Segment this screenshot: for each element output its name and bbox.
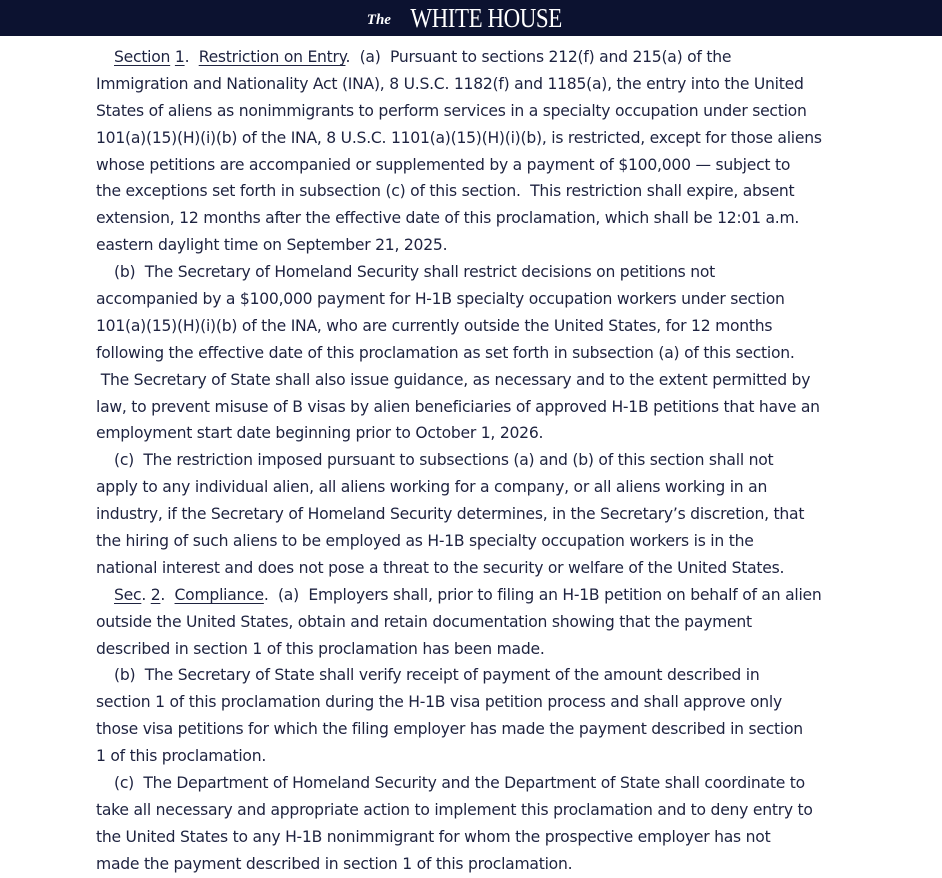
text-segment: The Secretary of State shall also issue guidance, as necessary and to the extent permitted by [96, 370, 811, 389]
text-line [96, 528, 856, 555]
text-line [96, 689, 856, 716]
text-segment: the exceptions set forth in subsection (c) of this section. This restriction shall expire, absent [96, 182, 795, 201]
text-line [96, 447, 856, 474]
text-segment: States of aliens as nonimmigrants to perform services in a specialty occupation under section [96, 101, 807, 120]
text-line [96, 125, 856, 152]
text-line [96, 824, 856, 851]
text-segment: . [141, 585, 151, 604]
section-heading-link: 2 [150, 585, 161, 604]
text-segment: . (a) Pursuant to sections 212(f) and 215(a) of the [345, 48, 732, 66]
section-heading-link: Sec [114, 585, 142, 604]
text-line [96, 98, 856, 125]
text-segment: industry, if the Secretary of Homeland Security determines, in the Secretary’s discretion, that [96, 505, 805, 524]
section-heading-link: 1 [174, 48, 185, 66]
text-segment: Immigration and Nationality Act (INA), 8 U.S.C. 1182(f) and 1185(a), the entry into the United [96, 74, 804, 93]
text-segment: whose petitions are accompanied or supplemented by a payment of $100,000 — subject to [96, 155, 791, 174]
text-line [96, 636, 856, 663]
section-heading-link: Section [114, 48, 171, 66]
text-line [96, 555, 856, 582]
text-segment: (c) The restriction imposed pursuant to subsections (a) and (b) of this section shall not [114, 451, 774, 470]
text-line [96, 152, 856, 179]
text-segment: 1 of this proclamation. [96, 747, 267, 766]
text-segment: national interest and does not pose a threat to the security or welfare of the United States. [96, 558, 785, 577]
text-line [96, 44, 856, 71]
logo-the: The [366, 11, 391, 28]
text-segment: those visa petitions for which the filing employer has made the payment described in section [96, 720, 803, 739]
text-line [96, 851, 856, 878]
text-segment: section 1 of this proclamation during the H-1B visa petition process and shall approve only [96, 693, 782, 712]
text-line [96, 286, 856, 313]
text-line [96, 582, 856, 609]
text-segment: made the payment described in section 1 of this proclamation. [96, 854, 573, 873]
text-segment: the United States to any H-1B nonimmigrant for whom the prospective employer has not [96, 827, 771, 846]
text-line [96, 770, 856, 797]
text-segment: 101(a)(15)(H)(i)(b) of the INA, who are currently outside the United States, for 12 months [96, 316, 773, 335]
text-line [96, 367, 856, 394]
text-segment: accompanied by a $100,000 payment for H-1B specialty occupation workers under section [96, 290, 785, 309]
text-line [96, 259, 856, 286]
section-heading-link: Restriction on Entry [198, 48, 346, 66]
text-segment: extension, 12 months after the effective date of this proclamation, which shall be 12:01 a.m. [96, 209, 800, 228]
text-segment: . [160, 585, 175, 604]
text-segment: the hiring of such aliens to be employed as H-1B specialty occupation workers is in the [96, 532, 754, 551]
text-segment: . [184, 48, 199, 66]
text-line [96, 743, 856, 770]
text-segment: employment start date beginning prior to October 1, 2026. [96, 424, 544, 443]
text-line [96, 340, 856, 367]
text-line [96, 205, 856, 232]
section-heading-link: Compliance [174, 585, 264, 604]
text-line [96, 420, 856, 447]
text-line [96, 501, 856, 528]
site-header [0, 0, 942, 36]
text-line [96, 232, 856, 259]
text-segment: following the effective date of this proclamation as set forth in subsection (a) of this section. [96, 343, 795, 362]
text-segment: described in section 1 of this proclamation has been made. [96, 639, 545, 658]
text-segment: (c) The Department of Homeland Security and the Department of State shall coordinate to [114, 774, 805, 793]
text-line [96, 662, 856, 689]
text-segment: (b) The Secretary of Homeland Security shall restrict decisions on petitions not [114, 263, 715, 282]
text-segment: . (a) Employers shall, prior to filing an H-1B petition on behalf of an alien [263, 585, 822, 604]
text-line [96, 71, 856, 98]
text-line [96, 716, 856, 743]
text-line [96, 474, 856, 501]
text-segment: apply to any individual alien, all aliens working for a company, or all aliens working in an [96, 478, 768, 497]
text-line [96, 178, 856, 205]
proclamation-body [96, 44, 856, 878]
text-segment: 101(a)(15)(H)(i)(b) of the INA, 8 U.S.C. 1101(a)(15)(H)(i)(b), is restricted, except for those aliens [96, 128, 822, 147]
text-segment: (b) The Secretary of State shall verify receipt of payment of the amount described in [114, 666, 760, 685]
text-line [96, 394, 856, 421]
text-line [96, 797, 856, 824]
text-segment: take all necessary and appropriate action to implement this proclamation and to deny entry to [96, 800, 813, 819]
logo-white-house[interactable]: WHITE HOUSE [410, 2, 562, 33]
text-segment: outside the United States, obtain and retain documentation showing that the payment [96, 612, 752, 631]
text-line [96, 313, 856, 340]
text-segment: eastern daylight time on September 21, 2025. [96, 236, 448, 255]
text-segment: law, to prevent misuse of B visas by alien beneficiaries of approved H-1B petitions that have an [96, 397, 820, 416]
text-line [96, 609, 856, 636]
